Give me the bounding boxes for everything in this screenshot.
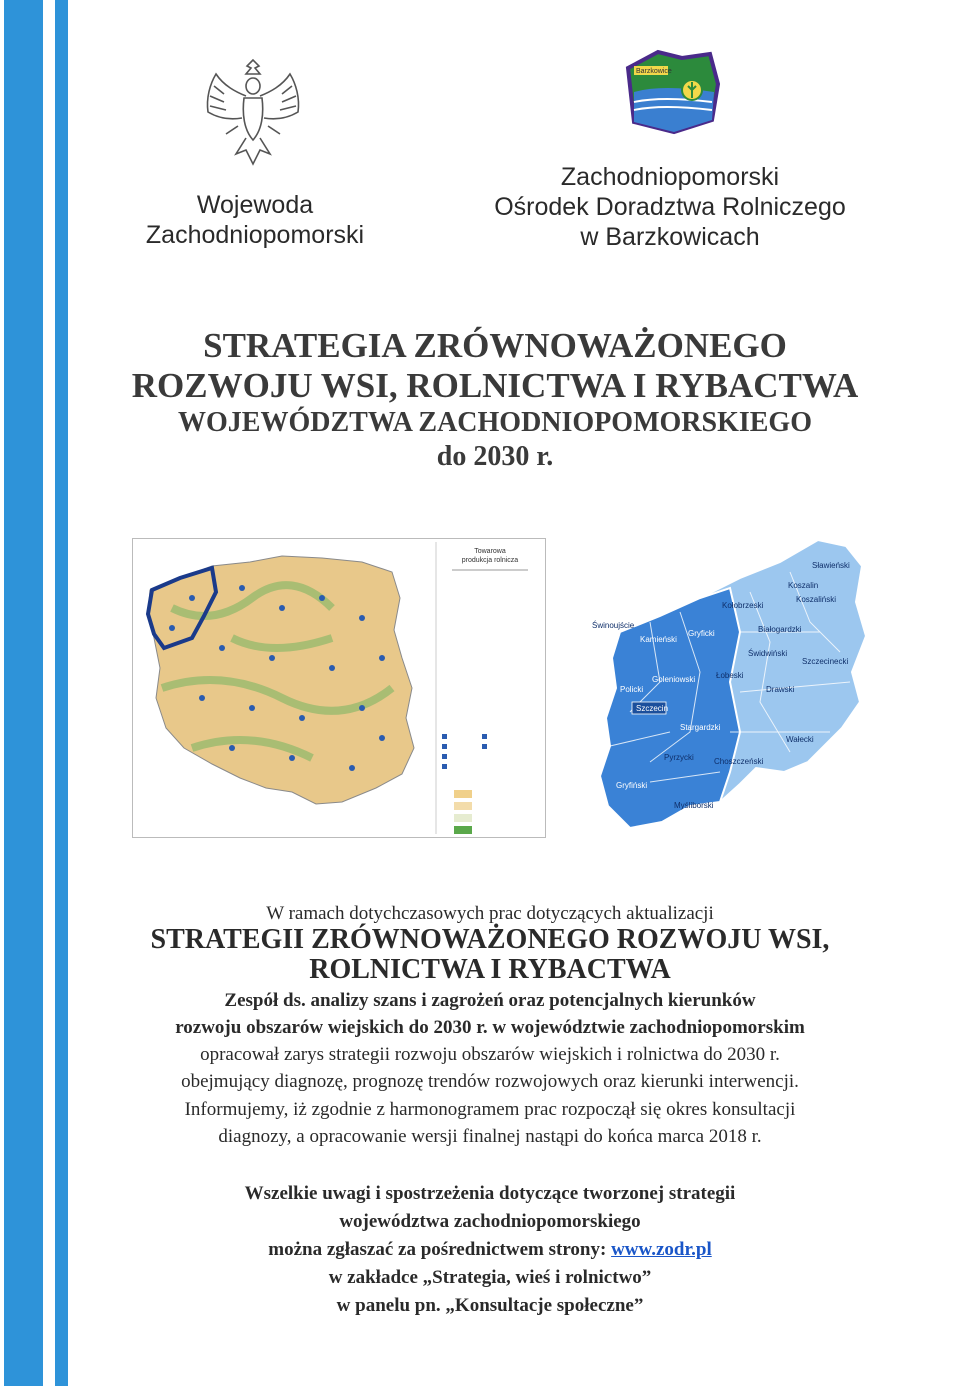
county-label: Choszczeński bbox=[714, 757, 764, 766]
paragraph-line-3: Informujemy, iż zgodnie z harmonogramem prac rozpoczął się okres konsultacji bbox=[184, 1099, 796, 1120]
subtitle-line-2: ROLNICTWA I RYBACTWA bbox=[309, 954, 671, 985]
paragraph-line-1: opracował zarys strategii rozwoju obszarów wiejskich i rolnictwa do 2030 r. bbox=[200, 1044, 780, 1065]
footer-line-5: w panelu pn. „Konsultacje społeczne” bbox=[336, 1295, 644, 1316]
footer-line-3-text: można zgłaszać za pośrednictwem strony: bbox=[268, 1239, 612, 1260]
footer-line-3 bbox=[90, 1236, 890, 1264]
title-line-3: WOJEWÓDZTWA ZACHODNIOPOMORSKIEGO bbox=[178, 407, 812, 438]
eagle-emblem-icon bbox=[196, 52, 310, 178]
intro-text: W ramach dotychczasowych prac dotyczących aktualizacji bbox=[266, 903, 714, 924]
odr-logo-icon bbox=[622, 44, 722, 136]
odr-line-2: Ośrodek Doradztwa Rolniczego bbox=[494, 193, 846, 221]
county-label: Koszaliński bbox=[796, 595, 837, 604]
county-label: Wałecki bbox=[786, 735, 814, 744]
county-label: Goleniowski bbox=[652, 675, 696, 684]
paragraph-line-2: obejmujący diagnozę, prognozę trendów rozwojowych oraz kierunki interwencji. bbox=[181, 1071, 799, 1092]
map-legend-title-1: Towarowa bbox=[474, 548, 506, 555]
team-line-2: rozwoju obszarów wiejskich do 2030 r. w województwie zachodniopomorskim bbox=[175, 1017, 805, 1038]
subtitle-line-1: STRATEGII ZRÓWNOWAŻONEGO ROZWOJU WSI, bbox=[150, 924, 830, 955]
voivodeship-map bbox=[590, 532, 870, 842]
logo-label: Barzkowice bbox=[636, 68, 672, 75]
paragraph-line-4: diagnozy, a opracowanie wersji finalnej nastąpi do końca marca 2018 r. bbox=[218, 1126, 762, 1147]
county-label: Szczecin bbox=[636, 704, 669, 713]
county-label: Policki bbox=[620, 685, 644, 694]
voivode-line-1: Wojewoda bbox=[196, 191, 314, 219]
county-label: Gryfiński bbox=[616, 781, 648, 790]
decorative-stripe-narrow bbox=[55, 0, 68, 1386]
title-line-1: STRATEGIA ZRÓWNOWAŻONEGO bbox=[203, 326, 787, 365]
title-line-4: do 2030 r. bbox=[436, 441, 554, 472]
county-label: Myśliborski bbox=[674, 801, 714, 810]
decorative-stripe-wide bbox=[4, 0, 43, 1386]
county-label: Drawski bbox=[766, 685, 795, 694]
county-label: Szczecinecki bbox=[802, 657, 849, 666]
odr-line-3: w Barzkowicach bbox=[580, 223, 760, 251]
county-label: Sławieński bbox=[812, 561, 850, 570]
odr-header bbox=[470, 162, 870, 252]
county-label: Kołobrzeski bbox=[722, 601, 764, 610]
title-line-2: ROZWOJU WSI, ROLNICTWA I RYBACTWA bbox=[131, 366, 859, 405]
poland-map bbox=[132, 538, 546, 838]
county-label: Kamieński bbox=[640, 635, 677, 644]
zodr-website-link[interactable]: www.zodr.pl bbox=[611, 1239, 712, 1260]
county-label: Pyrzycki bbox=[664, 753, 694, 762]
county-label: Łobeski bbox=[716, 671, 744, 680]
county-label: Stargardzki bbox=[680, 723, 721, 732]
county-label: Świnoujście bbox=[592, 621, 635, 630]
odr-line-1: Zachodniopomorski bbox=[560, 163, 780, 191]
county-label: Białogardzki bbox=[758, 625, 802, 634]
voivode-line-2: Zachodniopomorski bbox=[145, 221, 365, 249]
footer-line-1: Wszelkie uwagi i spostrzeżenia dotyczące tworzonej strategii bbox=[244, 1183, 736, 1204]
team-line-1: Zespół ds. analizy szans i zagrożeń oraz potencjalnych kierunków bbox=[224, 990, 756, 1011]
footer-line-4: w zakładce „Strategia, wieś i rolnictwo” bbox=[328, 1267, 652, 1288]
county-label: Koszalin bbox=[788, 581, 819, 590]
county-label: Świdwiński bbox=[748, 649, 788, 658]
county-label: Gryficki bbox=[688, 629, 715, 638]
map-legend-title-2: produkcja rolnicza bbox=[461, 557, 519, 564]
voivode-header bbox=[120, 190, 390, 250]
footer-line-2: województwa zachodniopomorskiego bbox=[339, 1211, 641, 1232]
